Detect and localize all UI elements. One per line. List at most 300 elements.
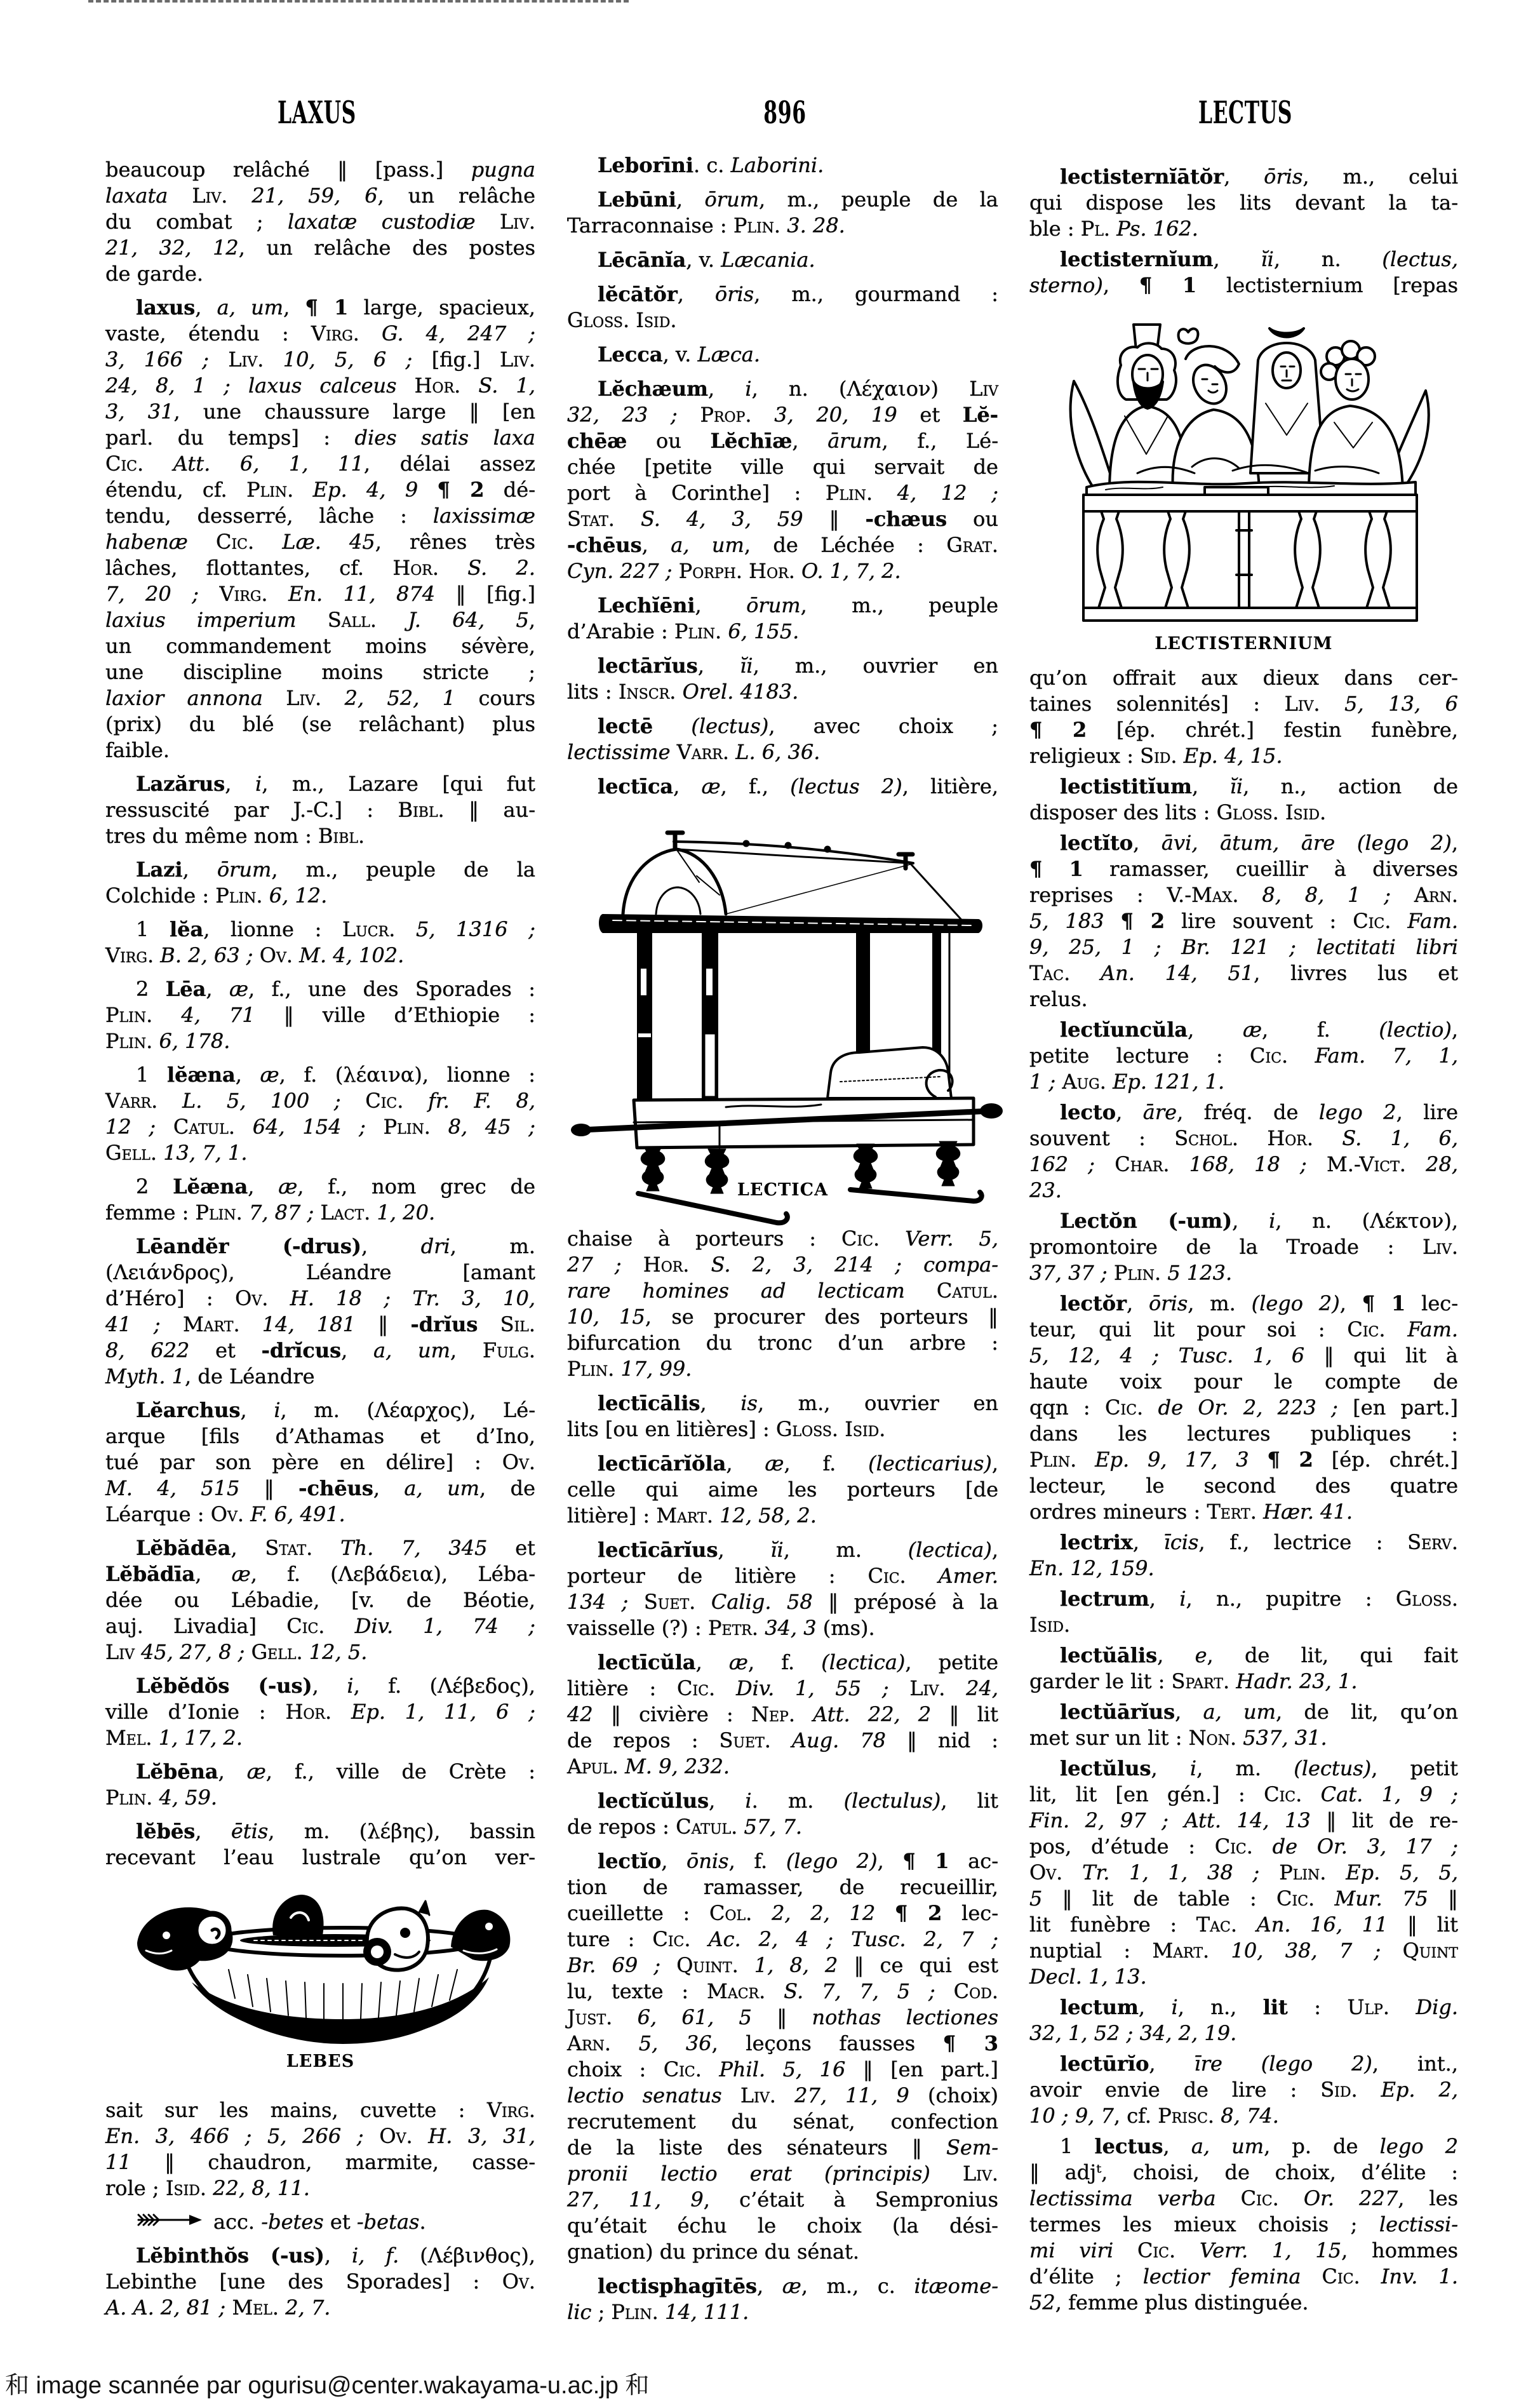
italic-citation: æ [229,977,249,1001]
author-abbreviation: Pl. [1080,217,1111,241]
entry-line: ble : Pl. Ps. 162. [1029,217,1198,241]
headword: lectŭārĭus [1060,1700,1175,1724]
entry-line [567,1278,998,1304]
italic-citation: is [740,1391,758,1415]
entry-line: lâches, flottantes, cf. Hor. S. 2. [105,556,535,580]
headword: Lĕchīæ [710,429,793,453]
dictionary-entry [567,342,998,368]
author-abbreviation: Gloss. [1395,1587,1458,1611]
italic-citation: 12, 5. [309,1640,368,1664]
italic-citation: rare homines ad lecticam [567,1279,905,1303]
entry-line [105,1639,535,1665]
entry-line: lectŭālis, e, de lit, qui fait [1060,1643,1459,1667]
entry-line: teur, qui lit pour soi : Cic. Fam. [1029,1317,1459,1341]
italic-citation: H. 3, 31, [428,2124,536,2148]
italic-citation: æ [728,1650,748,1674]
entry-line [105,2123,535,2149]
dictionary-entry [105,1062,535,1166]
entry-line: haute voix pour le compte de [1029,1369,1458,1394]
italic-citation: 3, 20, 19 [774,403,897,427]
headword: -chēus [567,533,642,557]
headword: Lectŏn (-um) [1060,1209,1233,1233]
author-abbreviation: Cic. [677,1676,716,1700]
italic-citation: 28, [1426,1152,1459,1176]
author-abbreviation: Hor. [392,556,439,580]
italic-citation: 57, 7. [744,1815,803,1839]
italic-citation: Div. 1, 55 ; [735,1676,889,1700]
italic-citation: 37, 37 ; [1029,1261,1108,1285]
italic-citation: (lectus) [691,714,769,738]
entry-line: tres du même nom : Bibl. [105,824,365,848]
entry-line [1029,1178,1458,1204]
italic-citation: æ [278,1174,298,1199]
entry-line: lectrix, īcis, f., lectrice : Serv. [1060,1530,1458,1554]
headword: Lĕbinthŏs (-us) [136,2243,325,2268]
dictionary-entry [105,976,535,1054]
headword: lĕbēs [136,1819,196,1843]
author-abbreviation: Ov. [502,2269,535,2294]
figure-lebes [105,1871,535,2097]
entry-line: Lazi, ōrum, m., peuple de la [136,857,535,882]
author-abbreviation: Liv. [1284,692,1320,716]
author-abbreviation: Liv. [500,347,536,372]
entry-line [567,307,998,333]
italic-citation: īcis [1163,1530,1199,1554]
author-abbreviation: Sil. [500,1312,536,1336]
author-abbreviation: Cic. [1264,1782,1302,1806]
italic-citation: ĭi [770,1538,784,1562]
italic-citation: ōris [1264,165,1303,189]
author-abbreviation: Varr. [105,1089,158,1113]
italic-citation: habenæ [105,530,188,554]
headword: ¶ 1 [902,1849,949,1873]
italic-citation: 8, 8, 1 ; [1262,883,1391,907]
author-abbreviation: Fulg. [482,1338,535,1362]
entry-line: Lĕbĕdŏs (-us), i, f. (Λέβεδος), [136,1674,536,1698]
entry-line: celle qui aime les porteurs [de [567,1477,998,1502]
entry-line: 27, 11, 9, c’était à Sempronius [567,2188,999,2212]
entry-line: recrutement du sénat, confection [567,2109,998,2134]
italic-citation: Div. 1, 74 ; [354,1614,536,1638]
author-abbreviation: Catul. [676,1815,738,1839]
dictionary-entry [1029,1291,1458,1525]
italic-citation: dies satis laxa [354,426,536,450]
italic-citation: ōrum [217,857,272,882]
author-abbreviation: Liv. [909,1676,946,1700]
author-abbreviation: Cic. [652,1927,691,1951]
entry-line: Plin. Ep. 9, 17, 3 ¶ 2 [ép. chrét.] [1029,1448,1459,1472]
author-abbreviation: Liv. [740,2083,776,2107]
author-abbreviation: Cic. [1214,1834,1253,1858]
author-abbreviation: Catul. [936,1279,999,1303]
headword: Lĕbădēa [136,1536,231,1560]
italic-citation: 3. 28. [787,213,845,238]
dictionary-entry [567,1650,998,1780]
author-abbreviation: Non. [1188,1726,1237,1750]
author-abbreviation: Char. [1115,1152,1170,1176]
entry-line: Lĕbinthŏs (-us), i, f. (Λέβινθος), [136,2243,536,2268]
italic-citation: Inv. 1. [1381,2264,1459,2288]
italic-citation: āvi, ātum, āre (lego 2) [1161,831,1452,855]
headword: lĕæna [166,1063,236,1087]
italic-citation: S. 2. [467,556,535,580]
entry-line [1029,1556,1458,1582]
italic-citation: Or. 227 [1303,2186,1398,2210]
entry-line: disposer des lits : Gloss. Isid. [1029,800,1327,824]
italic-citation: fr. F. 8, [428,1089,536,1113]
headword: Lĕchæum [598,377,708,401]
italic-citation: lectissime [567,740,671,764]
dictionary-entry [1029,2051,1458,2129]
entry-line: nuptial : Mart. 10, 38, 7 ; Quint [1029,1939,1459,1963]
italic-citation: ārum [827,429,882,453]
dictionary-entry [567,152,998,178]
italic-citation: 8, 45 ; [448,1115,536,1139]
entry-line: 10 ; 9, 7, cf. Prisc. 8, 74. [1029,2104,1279,2128]
italic-citation: Phil. 5, 16 [719,2057,846,2081]
italic-citation: (lectica) [907,1538,992,1562]
entry-line [567,558,998,584]
dictionary-entry [567,593,998,645]
italic-citation: An. 16, 11 [1256,1912,1388,1937]
entry-line: de la liste des sénateurs ‖ Sem- [567,2135,998,2160]
headword: laxus [136,295,196,319]
entry-line: Myth. 1, de Léandre [105,1364,315,1388]
dictionary-column-2 [567,152,998,2325]
author-abbreviation: Inscr. [618,680,676,704]
italic-citation: 32, 1, 52 ; 34, 2, 19. [1029,2021,1237,2045]
headword: lectisternĭum [1060,247,1214,271]
author-abbreviation: Cic. [1250,1044,1289,1068]
headword: lectīca [598,774,674,798]
entry-line [105,2295,535,2321]
author-abbreviation: Quint [1402,1939,1459,1963]
dictionary-entry [105,1759,535,1811]
author-abbreviation: Mel. [105,1726,152,1750]
entry-line: Lĕbădēa, Stat. Th. 7, 345 et [136,1536,536,1560]
dictionary-entry [567,187,998,239]
author-abbreviation: Hor. [643,1253,690,1277]
entry-line: Tac. An. 14, 51, livres lus et [1029,961,1459,985]
entry-line: lit funèbre : Tac. An. 16, 11 ‖ lit [1029,1912,1459,1937]
italic-citation: Ep. 121, 1. [1113,1070,1225,1094]
entry-line: Stat. S. 4, 3, 59 ‖ -chæus ou [567,507,999,531]
couch [1083,487,1417,621]
headword: lectīcārĭus [598,1538,718,1562]
italic-citation: 27, 11, 9 [567,2188,704,2212]
italic-citation: 8, 622 [105,1338,190,1362]
entry-line: lectrum, i, n., pupitre : Gloss. [1060,1587,1458,1611]
italic-citation: Ps. 162. [1116,217,1198,241]
entry-line: Lēandĕr (-drus), dri, m. [136,1234,536,1258]
italic-citation: An. 14, 51 [1101,961,1254,985]
author-abbreviation: Petr. [708,1616,759,1640]
author-abbreviation: Plin. [246,478,294,502]
entry-line: d’Héro] : Ov. H. 18 ; Tr. 3, 10, [105,1286,536,1310]
italic-citation: 9, 25, 1 ; Br. 121 ; lectitati libri [1029,935,1458,959]
italic-citation: laxius imperium [105,608,297,632]
italic-citation: ōrum [704,187,760,212]
author-abbreviation: Plin. [105,1003,153,1027]
lebes-illustration [133,1893,516,2045]
italic-citation: 5, 1316 ; [416,917,536,941]
author-abbreviation: Liv. [228,347,264,372]
italic-citation: ĭi [1229,774,1243,798]
entry-line: Lĕchæum, i, n. (Λέχαιον) Liv [598,377,999,401]
entry-line: tué par son père en délire] : Ov. [105,1450,535,1474]
italic-citation: Hadr. 23, 1. [1236,1669,1358,1693]
dictionary-entry [105,1233,535,1390]
dictionary-entry [1029,1586,1458,1638]
italic-citation: Fin. 2, 97 ; Att. 14, 13 [1029,1808,1311,1832]
headword: lectisternĭātŏr [1060,165,1224,189]
headword: lectum [1060,1995,1139,2019]
headword: lectīcālis [598,1391,700,1415]
entry-line: Plin. 4, 71 ‖ ville d’Ethiopie : [105,1003,536,1027]
author-abbreviation: Cic. [1137,2238,1176,2262]
entry-line: d’élite ; lectior femina Cic. Inv. 1. [1029,2264,1459,2288]
italic-citation: (lectus) [1294,1756,1372,1780]
scan-edge-line [88,0,629,3]
italic-citation: Cyn. 227 ; [567,559,673,583]
italic-citation: 2, 52, 1 [344,686,456,710]
italic-citation: (lego 2) [1251,1291,1340,1315]
entry-line: lectŭlus, i, m. (lectus), petit [1060,1756,1459,1780]
dictionary-entry [1029,830,1458,1012]
italic-citation: L. 5, 100 ; [182,1089,341,1113]
italic-citation: B. 2, 63 ; [160,943,253,967]
author-abbreviation: Plin. [611,2300,659,2324]
entry-line: lecteur, le second des quatre [1029,1474,1458,1498]
headword: lectŭlus [1060,1756,1151,1780]
headword: ¶ 3 [942,2031,998,2055]
author-abbreviation: Plin. [1113,1261,1162,1285]
litter-body [634,1047,974,1148]
italic-citation: En. 3, 466 ; 5, 266 ; [105,2124,364,2148]
figure-caption: LEBES [286,2052,355,2071]
entry-line: port à Corinthe] : Plin. 4, 12 ; [567,481,998,505]
italic-citation: Fam. 7, 1, [1315,1044,1459,1068]
italic-citation: M. 9, 232. [625,1754,730,1778]
italic-citation: 168, 18 ; [1189,1152,1307,1176]
italic-citation: 11 [105,2150,131,2174]
author-abbreviation: Cic. [1240,2186,1279,2210]
italic-citation: 1, 17, 2. [158,1726,243,1750]
entry-line: Fin. 2, 97 ; Att. 14, 13 ‖ lit de re- [1029,1808,1459,1832]
author-abbreviation: Sid. [1140,744,1177,768]
italic-citation: Verr. 5, [905,1227,999,1251]
entry-line: lectisternĭātŏr, ōris, m., celui [1060,165,1458,189]
entry-line [1029,1069,1458,1095]
entry-line [567,2161,998,2187]
entry-line: (prix) du blé (se relâchant) plus [105,712,535,736]
italic-citation: 5 [1029,1886,1043,1911]
entry-line: taines solennités] : Liv. 5, 13, 6 [1029,692,1458,716]
italic-citation: H. 18 ; Tr. 3, 10, [290,1286,536,1310]
head-center [272,1895,323,1935]
italic-citation: laxissimæ [432,504,535,528]
italic-citation: S. 4, 3, 59 [640,507,803,531]
headword: -drĭus [410,1312,478,1336]
author-abbreviation: Arn. [567,2031,612,2055]
italic-citation: mi viri [1029,2238,1114,2262]
entry-line: -chēus, a, um, de Léchée : Grat. [567,533,999,557]
author-abbreviation: Cic. [365,1089,404,1113]
italic-citation: i [255,772,262,796]
italic-citation: i [1269,1209,1276,1233]
author-abbreviation: M.-Vict. [1327,1152,1406,1176]
author-abbreviation: Plin. [1029,1448,1077,1472]
italic-citation: 41 ; [105,1312,161,1336]
lectica-illustration [567,824,1005,1168]
italic-citation: sterno) [1029,273,1103,297]
headword: Lĕarchus [136,1398,241,1422]
italic-citation: lectio senatus [567,2083,722,2107]
italic-citation: 45, 27, 8 ; [141,1640,245,1664]
author-abbreviation: Virg. [219,582,268,606]
dictionary-entry [105,771,535,849]
entry-line: pos, d’étude : Cic. de Or. 3, 17 ; [1029,1834,1459,1858]
figure-lectica [567,800,998,1226]
italic-citation: de Or. 2, 223 ; [1158,1395,1338,1420]
dictionary-entry [567,1390,998,1442]
entry-line: bifurcation du tronc d’un arbre : [567,1331,998,1355]
italic-citation: 6, 155. [728,619,800,643]
entry-line: lectissima verba Cic. Or. 227, les [1029,2186,1459,2210]
italic-citation: -betas [356,2210,420,2234]
italic-citation: i [1189,1756,1197,1780]
italic-citation: a, um [1191,2134,1264,2158]
headword: Lecca [598,342,663,366]
entry-line: Cic. Att. 6, 1, 11, délai assez [105,452,536,476]
headword: lectŭālis [1060,1643,1158,1667]
headword: lectus [1094,2134,1163,2158]
entry-line: étendu, cf. Plin. Ep. 4, 9 ¶ 2 dé- [105,478,536,502]
italic-citation: S. 7, 7, 5 ; [784,1979,935,2003]
italic-citation: 3, 166 ; [105,347,210,372]
entry-line: d’Arabie : Plin. 6, 155. [567,619,800,643]
entry-line: sait sur les mains, cuvette : Virg. [105,2098,535,2122]
entry-line: sterno), ¶ 1 lectisternium [repas [1029,273,1459,297]
headword: lit [1262,1995,1288,2019]
entry-line: lectio senatus Liv. 27, 11, 9 (choix) [567,2083,999,2107]
headword: ¶ 2 [1029,718,1087,742]
entry-line: tion de ramasser, de recueillir, [567,1875,998,1899]
headword: Lazi [136,857,183,882]
italic-citation: Cat. 1, 9 ; [1320,1782,1459,1806]
entry-line: lectŏr, ōris, m. (lego 2), ¶ 1 lec- [1060,1291,1458,1315]
italic-citation: 7, 20 ; [105,582,199,606]
italic-citation: lectissima verba [1029,2186,1216,2210]
entry-line: lectīca, æ, f., (lectus 2), litière, [598,774,999,798]
dictionary-entry [1029,1643,1458,1695]
author-abbreviation: Gell. [251,1640,303,1664]
dictionary-entry [105,2243,535,2321]
entry-line: Lazărus, i, m., Lazare [qui fut [136,772,536,796]
scan-credit: 和 image scannée par ogurisu@center.wakayama-u.ac.jp 和 [5,2372,650,2399]
author-abbreviation: Plin. [215,884,263,908]
headword: -chēus [298,1476,373,1500]
entry-line: litière] : Mart. 12, 58, 2. [567,1503,817,1528]
entry-line [105,1725,535,1751]
italic-citation: Aug. 78 [791,1728,886,1752]
author-abbreviation: Gloss. Isid. [567,308,677,332]
entry-line [105,943,535,969]
entry-line: religieux : Sid. Ep. 4, 15. [1029,744,1283,768]
italic-citation: -betes [261,2210,324,2234]
entry-line: qu’était échu le choix (la dési- [567,2214,998,2238]
entry-line: lic ; Plin. 14, 111. [567,2300,749,2324]
dictionary-entry [567,774,998,1382]
entry-line: auj. Livadia] Cic. Div. 1, 74 ; [105,1614,536,1638]
italic-citation: dri [420,1234,450,1258]
entry-line [105,1028,535,1054]
entry-line: Lectŏn (-um), i, n. (Λέκτον), [1060,1209,1458,1233]
author-abbreviation: Gloss. Isid. [775,1417,886,1441]
italic-citation: Orel. 4183. [682,680,799,704]
italic-citation: i [1171,1995,1178,2019]
dictionary-entry [1029,1017,1458,1095]
italic-citation: itæome- [914,2274,998,2298]
headword: -chæus [865,507,947,531]
author-abbreviation: Sall. [327,608,377,632]
italic-citation: æ [765,1451,784,1475]
headword: ¶ 2 [1267,1448,1313,1472]
entry-line: lectĭto, āvi, ātum, āre (lego 2), [1060,831,1459,855]
entry-line: une discipline moins stricte ; [105,660,535,684]
entry-line: de repos : Catul. 57, 7. [567,1815,803,1839]
headword: Lĕbĕdŏs (-us) [136,1674,312,1698]
figure-caption: LECTICA [737,1180,829,1200]
italic-citation: æ [231,1562,251,1586]
author-abbreviation: Aug. [1062,1070,1106,1094]
entry-line: ¶ 2 [ép. chrét.] festin funèbre, [1029,718,1459,742]
entry-line: lectŭārĭus, a, um, de lit, qu’on [1060,1700,1459,1724]
italic-citation: (lectus, [1382,247,1459,271]
dictionary-entry [567,376,998,584]
headword: lectūrĭo [1060,2052,1149,2076]
entry-line: de repos : Suet. Aug. 78 ‖ nid : [567,1728,999,1752]
entry-line: vaste, étendu : Virg. G. 4, 247 ; [105,321,536,346]
author-abbreviation: Ulp. [1347,1995,1390,2019]
entry-line: Lĕbădīa, æ, f. (Λεβάδεια), Léba- [105,1562,536,1586]
entry-line: lu, texte : Macr. S. 7, 7, 5 ; Cod. [567,1979,999,2003]
author-abbreviation: Suet. [643,1590,696,1614]
author-abbreviation: Tert. [1207,1500,1257,1524]
entry-line: porteur de litière : Cic. Amer. [567,1564,999,1588]
author-abbreviation: Cic. [286,1614,325,1638]
italic-citation: Br. 69 ; [567,1953,661,1977]
author-abbreviation: Mart. [656,1503,714,1528]
entry-line: recevant l’eau lustrale qu’on ver- [105,1845,535,1869]
italic-citation: En. 11, 874 [288,582,436,606]
author-abbreviation: Plin. [1279,1860,1327,1885]
italic-citation: 162 ; [1029,1152,1095,1176]
entry-line: termes les mieux choisis ; lectissi- [1029,2212,1458,2236]
entry-line: acc. -betes et -betas. [105,2209,535,2235]
italic-citation: 64, 154 ; [252,1115,366,1139]
entry-line: lectĭcŭlus, i. m. (lectulus), lit [598,1789,999,1813]
italic-citation: Hær. 41. [1263,1500,1353,1524]
italic-citation: Ep. 1, 11, 6 ; [351,1700,536,1724]
entry-line: choix : Cic. Phil. 5, 16 ‖ [en part.] [567,2057,999,2081]
italic-citation: M. 4, 515 [105,1476,240,1500]
author-abbreviation: Mel. [232,2295,279,2320]
entry-line: Lĕarchus, i, m. (Λέαρχος), Lé- [136,1398,536,1422]
entry-line [105,1140,535,1166]
entry-line: Br. 69 ; Quint. 1, 8, 2 ‖ ce qui est [567,1953,999,1977]
dictionary-entry [567,1788,998,1840]
